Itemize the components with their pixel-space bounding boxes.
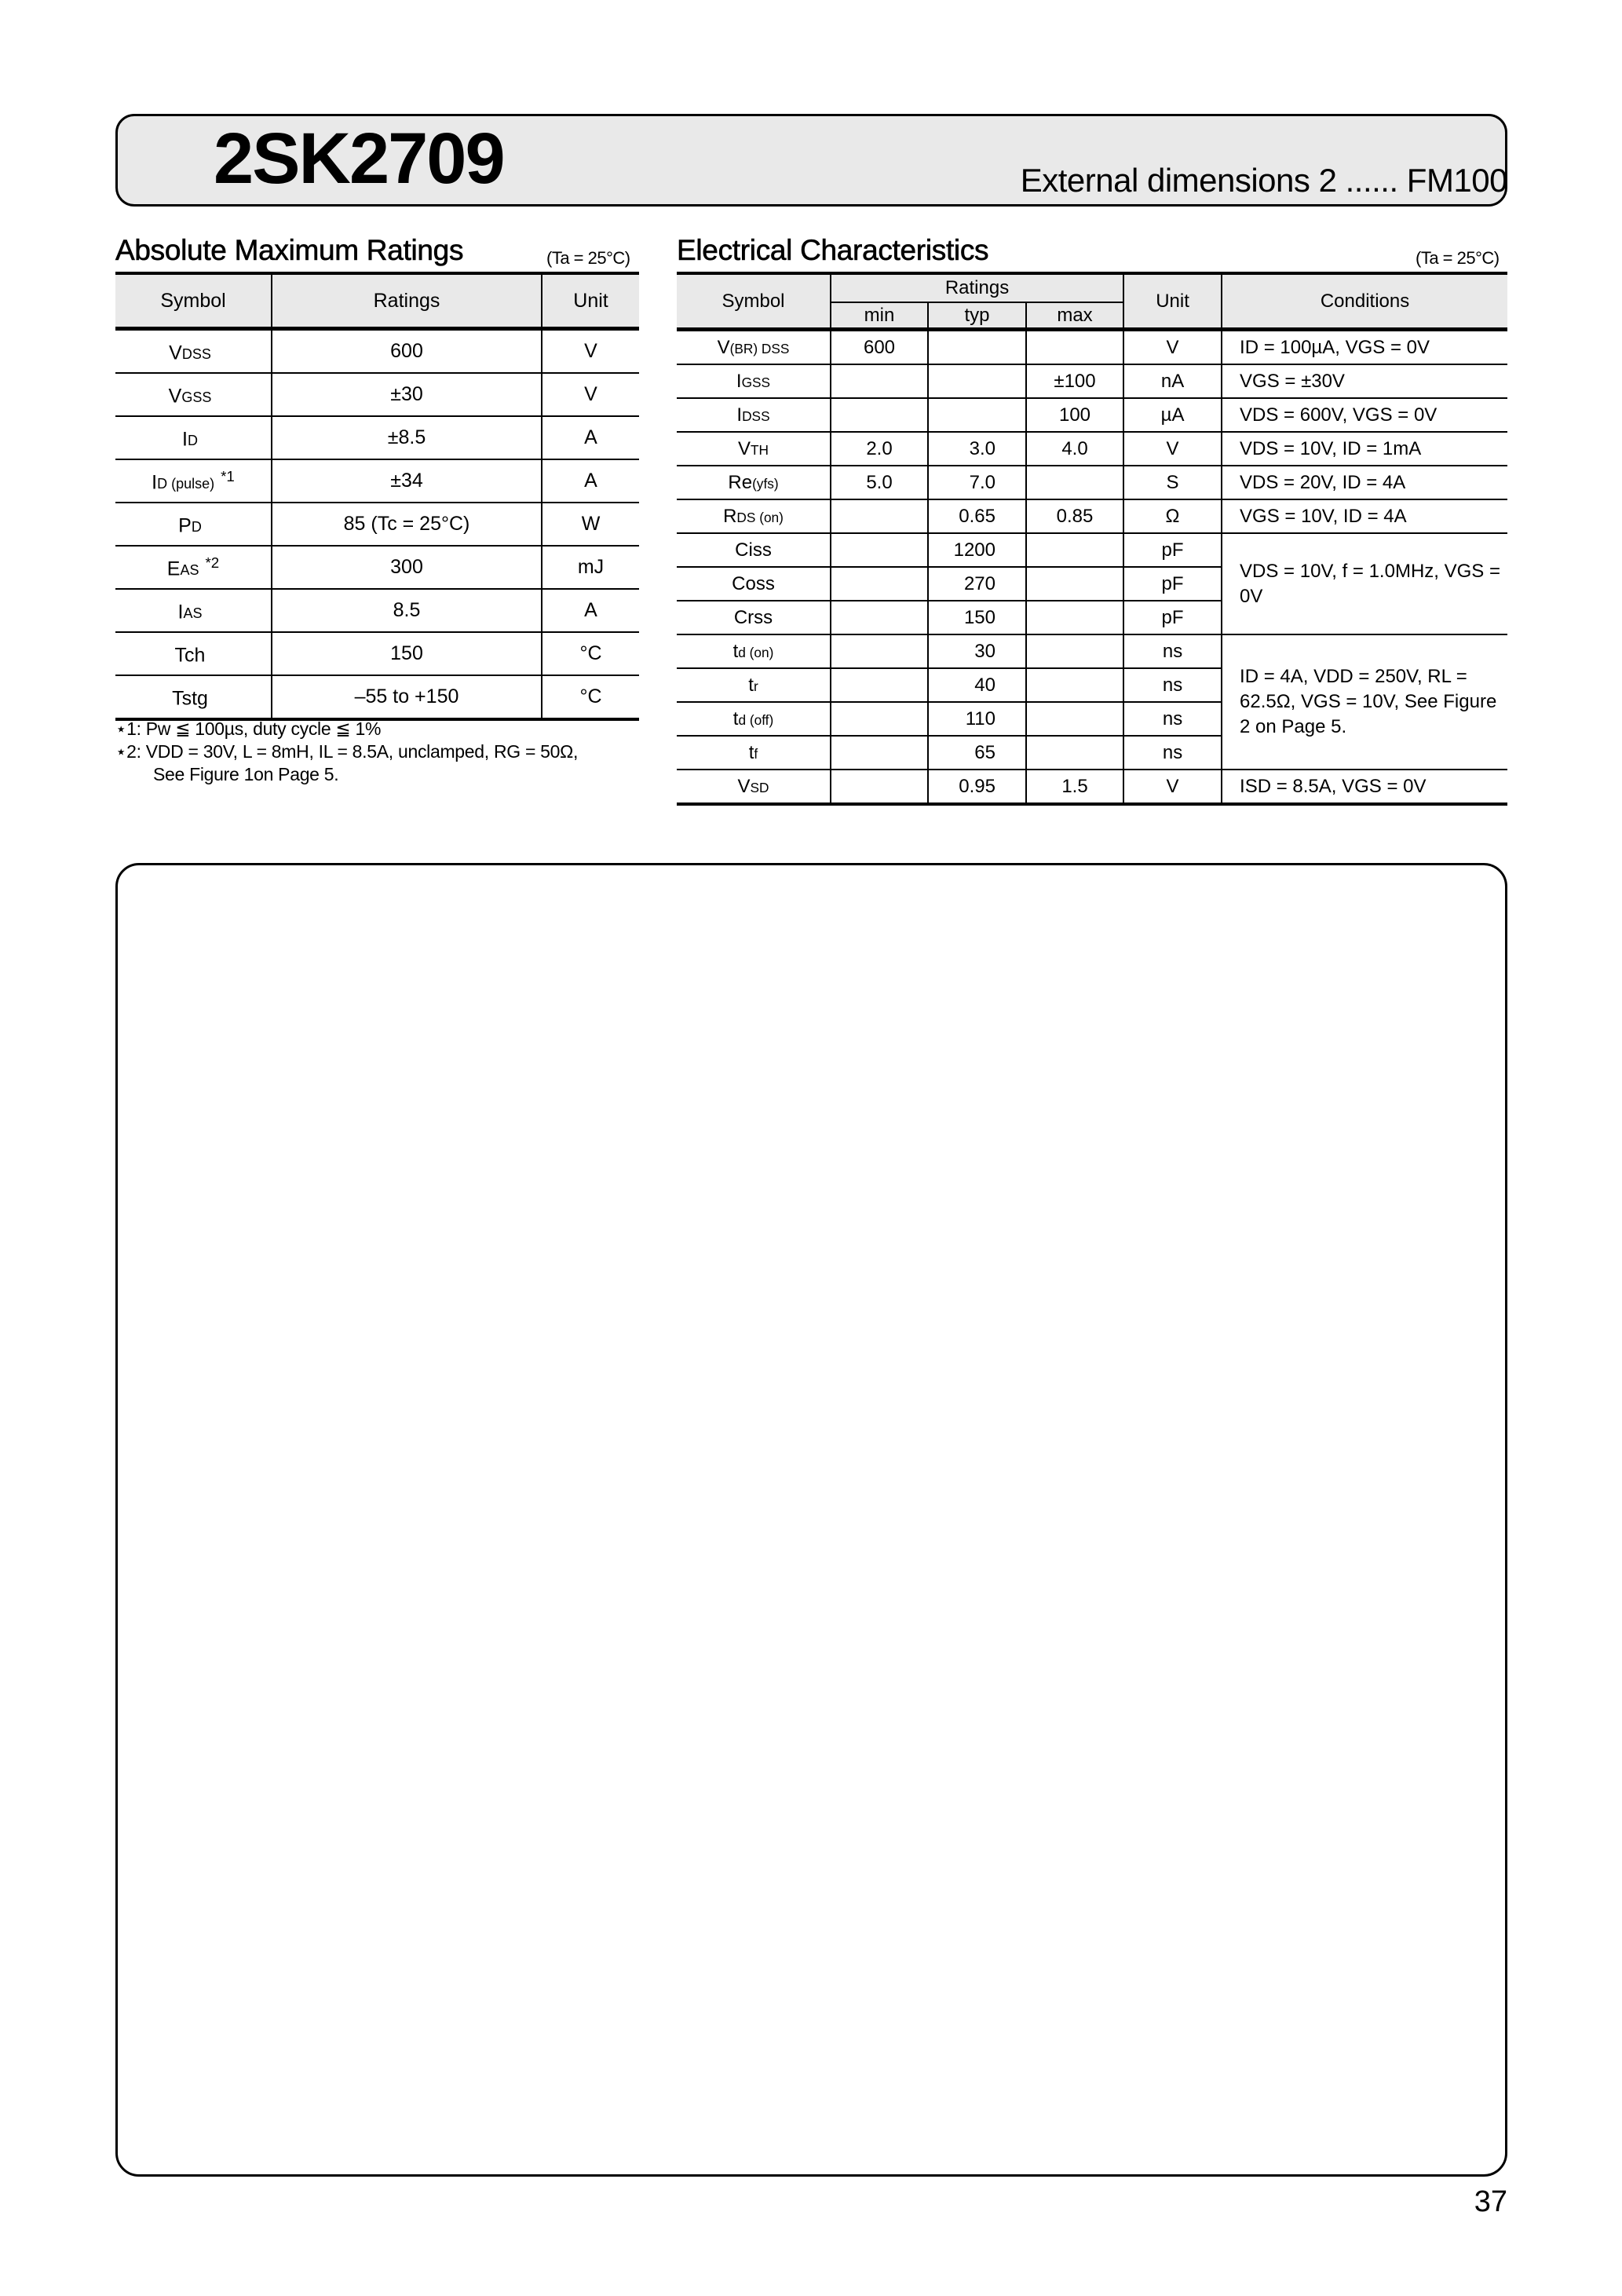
footnote-marker: *1: [221, 467, 235, 484]
cell-symbol: [115, 632, 272, 675]
cell-max: [1026, 601, 1123, 634]
cell-symbol: [677, 702, 831, 736]
cell-max: [1026, 668, 1123, 702]
cell-min: 5.0: [831, 466, 928, 499]
cell-unit: ns: [1123, 702, 1222, 736]
symbol-main: I: [736, 404, 743, 426]
col-header-unit: Unit: [542, 273, 639, 329]
symbol-subscript: TH: [751, 441, 769, 458]
table-row: [115, 589, 639, 632]
footnote-marker: *2: [205, 554, 220, 571]
cell-unit: ns: [1123, 668, 1222, 702]
cell-symbol: [115, 675, 272, 719]
cell-symbol: [115, 546, 272, 589]
footnote-2: ⋆2: VDD = 30V, L = 8mH, IL = 8.5A, unclamped, RG = 50Ω,: [115, 741, 579, 762]
table-row: [115, 373, 639, 416]
cell-min: [831, 634, 928, 668]
cell-unit: W: [542, 503, 639, 546]
table-row: [115, 329, 639, 374]
page-number: 37: [1474, 2185, 1507, 2218]
cell-typ: [928, 330, 1026, 365]
symbol-main: V: [737, 775, 751, 797]
symbol-subscript: d (on): [738, 644, 774, 660]
cell-typ: 1200: [928, 533, 1026, 567]
symbol-main: t: [732, 640, 739, 662]
cell-symbol: [677, 533, 831, 567]
cell-symbol: [677, 432, 831, 466]
cell-typ: 65: [928, 736, 1026, 770]
cell-symbol: [115, 459, 272, 503]
cell-conditions: VDS = 20V, ID = 4A: [1222, 466, 1507, 499]
symbol-subscript: AS: [180, 562, 199, 579]
cell-max: 0.85: [1026, 499, 1123, 533]
col-header-symbol: Symbol: [677, 273, 831, 330]
cell-min: [831, 736, 928, 770]
cell-symbol: [677, 466, 831, 499]
cell-unit: V: [1123, 770, 1222, 804]
cell-unit: V: [542, 329, 639, 374]
cell-conditions-capacitance: VDS = 10V, f = 1.0MHz, VGS = 0V: [1222, 533, 1507, 634]
cell-conditions: ID = 100µA, VGS = 0V: [1222, 330, 1507, 365]
cell-max: [1026, 330, 1123, 365]
table-header-row: [677, 273, 1507, 302]
symbol-subscript: r: [753, 678, 758, 694]
cell-symbol: [677, 567, 831, 601]
cell-rating: ±34: [272, 459, 542, 503]
cell-symbol: [677, 601, 831, 634]
cell-symbol: [677, 330, 831, 365]
cell-min: [831, 499, 928, 533]
symbol-main: I: [152, 471, 158, 494]
cell-unit: V: [542, 373, 639, 416]
symbol-subscript: DS (on): [736, 509, 784, 525]
symbol-main: t: [732, 707, 739, 729]
table-row: [677, 533, 1507, 567]
col-header-min: min: [831, 302, 928, 330]
symbol-main: Crss: [733, 606, 773, 628]
cell-min: 600: [831, 330, 928, 365]
cell-typ: 110: [928, 702, 1026, 736]
symbol-main: Tch: [174, 644, 206, 667]
cell-typ: 0.65: [928, 499, 1026, 533]
cell-typ: 40: [928, 668, 1026, 702]
ec-title: Electrical Characteristics: [677, 234, 989, 266]
cell-unit: pF: [1123, 567, 1222, 601]
cell-symbol: [115, 503, 272, 546]
amr-title: Absolute Maximum Ratings: [115, 234, 464, 266]
cell-max: [1026, 466, 1123, 499]
col-header-ratings: Ratings: [831, 273, 1123, 302]
table-row: [677, 432, 1507, 466]
col-header-conditions: Conditions: [1222, 273, 1507, 330]
table-row: [677, 330, 1507, 365]
table-row: [115, 459, 639, 503]
symbol-subscript: D: [187, 433, 198, 449]
cell-conditions: ISD = 8.5A, VGS = 0V: [1222, 770, 1507, 804]
cell-symbol: [677, 499, 831, 533]
cell-typ: 270: [928, 567, 1026, 601]
cell-unit: ns: [1123, 634, 1222, 668]
symbol-main: P: [178, 514, 192, 537]
cell-max: [1026, 533, 1123, 567]
ec-temp-condition: (Ta = 25°C): [1416, 248, 1500, 268]
symbol-main: t: [748, 674, 754, 696]
cell-min: [831, 702, 928, 736]
cell-min: [831, 364, 928, 398]
symbol-subscript: GSS: [741, 374, 771, 390]
cell-conditions-switching: ID = 4A, VDD = 250V, RL = 62.5Ω, VGS = 10V, See Figure 2 on Page 5.: [1222, 634, 1507, 770]
footnote-2-continued: See Figure 1on Page 5.: [153, 764, 339, 784]
cell-symbol: [115, 416, 272, 459]
col-header-max: max: [1026, 302, 1123, 330]
col-header-unit: Unit: [1123, 273, 1222, 330]
cell-min: [831, 567, 928, 601]
symbol-main: I: [182, 428, 188, 451]
table-row: [677, 398, 1507, 432]
cell-max: [1026, 702, 1123, 736]
symbol-main: R: [723, 505, 737, 527]
cell-unit: °C: [542, 675, 639, 719]
symbol-main: I: [736, 370, 742, 392]
cell-typ: 7.0: [928, 466, 1026, 499]
cell-typ: 0.95: [928, 770, 1026, 804]
part-number-title: 2SK2709: [214, 119, 504, 199]
symbol-main: t: [748, 741, 754, 763]
cell-symbol: [677, 736, 831, 770]
table-header-row: [115, 273, 639, 329]
amr-footnotes: [115, 718, 578, 786]
symbol-subscript: DSS: [181, 346, 211, 363]
symbol-subscript: SD: [750, 779, 769, 795]
symbol-main: Re: [728, 471, 753, 493]
table-row: [677, 499, 1507, 533]
cell-symbol: [677, 668, 831, 702]
cell-conditions: VGS = 10V, ID = 4A: [1222, 499, 1507, 533]
symbol-subscript: AS: [183, 605, 203, 622]
cell-unit: µA: [1123, 398, 1222, 432]
footnote-1: ⋆1: Pw ≦ 100µs, duty cycle ≦ 1%: [115, 718, 382, 739]
symbol-subscript: D: [191, 519, 202, 536]
cell-min: [831, 398, 928, 432]
cell-unit: mJ: [542, 546, 639, 589]
table-row: [677, 634, 1507, 668]
symbol-main: V: [169, 342, 182, 364]
symbol-subscript: d (off): [738, 711, 774, 728]
table-row: [677, 364, 1507, 398]
cell-min: [831, 533, 928, 567]
cell-unit: S: [1123, 466, 1222, 499]
cell-typ: 3.0: [928, 432, 1026, 466]
col-header-ratings: Ratings: [272, 273, 542, 329]
symbol-main: V: [717, 336, 730, 358]
table-row: [677, 770, 1507, 804]
cell-max: 100: [1026, 398, 1123, 432]
cell-max: [1026, 736, 1123, 770]
cell-symbol: [677, 770, 831, 804]
table-row: [115, 632, 639, 675]
symbol-main: Coss: [732, 572, 775, 594]
cell-unit: V: [1123, 432, 1222, 466]
cell-unit: A: [542, 589, 639, 632]
cell-typ: [928, 398, 1026, 432]
table-row: [115, 675, 639, 719]
symbol-subscript: GSS: [181, 389, 212, 406]
cell-rating: 150: [272, 632, 542, 675]
cell-conditions: VDS = 10V, ID = 1mA: [1222, 432, 1507, 466]
cell-rating: 300: [272, 546, 542, 589]
cell-unit: A: [542, 459, 639, 503]
cell-min: [831, 601, 928, 634]
cell-rating: 8.5: [272, 589, 542, 632]
cell-max: 4.0: [1026, 432, 1123, 466]
table-row: [115, 546, 639, 589]
cell-typ: 30: [928, 634, 1026, 668]
cell-symbol: [677, 634, 831, 668]
cell-max: ±100: [1026, 364, 1123, 398]
cell-unit: pF: [1123, 533, 1222, 567]
cell-symbol: [677, 364, 831, 398]
cell-unit: nA: [1123, 364, 1222, 398]
cell-min: 2.0: [831, 432, 928, 466]
cell-conditions: VGS = ±30V: [1222, 364, 1507, 398]
cell-unit: Ω: [1123, 499, 1222, 533]
cell-conditions: VDS = 600V, VGS = 0V: [1222, 398, 1507, 432]
symbol-main: E: [166, 558, 181, 580]
cell-symbol: [677, 398, 831, 432]
cell-min: [831, 770, 928, 804]
cell-max: [1026, 567, 1123, 601]
cell-typ: [928, 364, 1026, 398]
symbol-subscript: f: [754, 745, 758, 762]
cell-rating: –55 to +150: [272, 675, 542, 719]
symbol-main: V: [737, 437, 751, 459]
table-row: [677, 466, 1507, 499]
absolute-maximum-ratings-table: [115, 272, 639, 721]
col-header-typ: typ: [928, 302, 1026, 330]
cell-unit: ns: [1123, 736, 1222, 770]
symbol-subscript: D (pulse): [157, 476, 215, 492]
table-row: [115, 416, 639, 459]
figure-area-box: [115, 863, 1507, 2177]
cell-symbol: [115, 589, 272, 632]
cell-max: 1.5: [1026, 770, 1123, 804]
cell-rating: 600: [272, 329, 542, 374]
cell-typ: 150: [928, 601, 1026, 634]
cell-max: [1026, 634, 1123, 668]
cell-symbol: [115, 373, 272, 416]
symbol-subscript: (BR) DSS: [729, 340, 790, 356]
symbol-subscript: (yfs): [752, 475, 779, 492]
electrical-characteristics-table: [677, 272, 1507, 806]
cell-unit: V: [1123, 330, 1222, 365]
table-row: [115, 503, 639, 546]
amr-temp-condition: (Ta = 25°C): [546, 248, 630, 268]
symbol-subscript: DSS: [742, 408, 770, 424]
symbol-main: Tstg: [172, 687, 208, 710]
cell-rating: 85 (Tc = 25°C): [272, 503, 542, 546]
symbol-main: Ciss: [735, 539, 772, 561]
cell-unit: °C: [542, 632, 639, 675]
cell-rating: ±8.5: [272, 416, 542, 459]
symbol-main: I: [177, 601, 184, 623]
col-header-symbol: Symbol: [115, 273, 272, 329]
external-dimensions-label: External dimensions 2 ...... FM100: [1020, 162, 1507, 199]
cell-symbol: [115, 329, 272, 374]
cell-rating: ±30: [272, 373, 542, 416]
cell-unit: pF: [1123, 601, 1222, 634]
cell-min: [831, 668, 928, 702]
symbol-main: V: [168, 385, 182, 408]
cell-unit: A: [542, 416, 639, 459]
